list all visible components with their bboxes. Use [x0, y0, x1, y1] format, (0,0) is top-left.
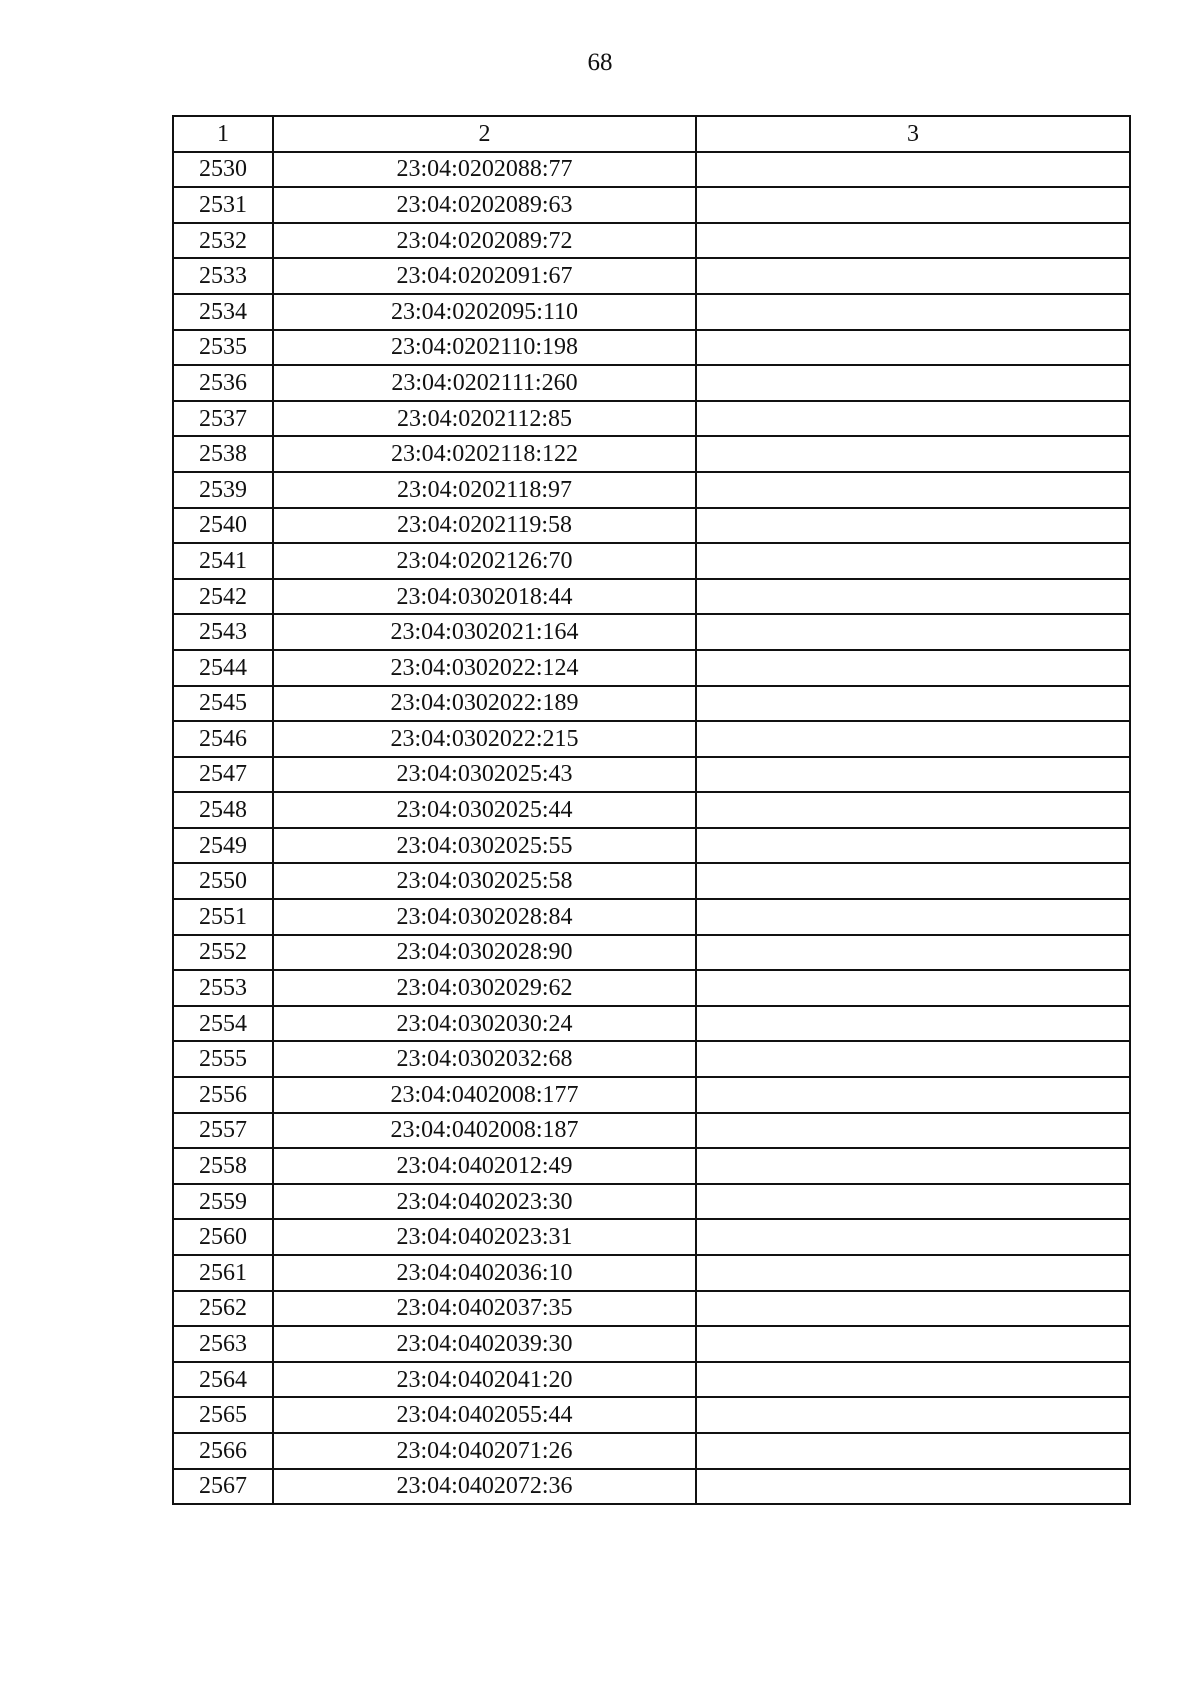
note-cell [696, 152, 1130, 188]
cadastral-number-cell: 23:04:0402008:187 [273, 1113, 696, 1149]
cadastral-number-cell: 23:04:0402055:44 [273, 1397, 696, 1433]
cadastral-number-cell: 23:04:0202088:77 [273, 152, 696, 188]
column-header-1: 1 [173, 116, 273, 152]
table-row [173, 792, 1130, 828]
cadastral-number-cell: 23:04:0402037:35 [273, 1291, 696, 1327]
table-row [173, 1148, 1130, 1184]
table-row [173, 1397, 1130, 1433]
note-cell [696, 294, 1130, 330]
cadastral-number-cell: 23:04:0402071:26 [273, 1433, 696, 1469]
row-number-cell: 2544 [173, 650, 273, 686]
row-number-cell: 2548 [173, 792, 273, 828]
table-row [173, 828, 1130, 864]
note-cell [696, 472, 1130, 508]
table-row [173, 1006, 1130, 1042]
table-row [173, 721, 1130, 757]
note-cell [696, 828, 1130, 864]
table-row [173, 1362, 1130, 1398]
note-cell [696, 1184, 1130, 1220]
cadastral-number-cell: 23:04:0202089:63 [273, 187, 696, 223]
cadastral-number-cell: 23:04:0302022:189 [273, 686, 696, 722]
row-number-cell: 2541 [173, 543, 273, 579]
row-number-cell: 2536 [173, 365, 273, 401]
row-number-cell: 2567 [173, 1469, 273, 1505]
cadastral-number-cell: 23:04:0202118:122 [273, 436, 696, 472]
cadastral-number-cell: 23:04:0302028:84 [273, 899, 696, 935]
cadastral-number-cell: 23:04:0302018:44 [273, 579, 696, 615]
note-cell [696, 863, 1130, 899]
table-row [173, 294, 1130, 330]
cadastral-number-cell: 23:04:0302030:24 [273, 1006, 696, 1042]
row-number-cell: 2530 [173, 152, 273, 188]
note-cell [696, 757, 1130, 793]
table-row [173, 1184, 1130, 1220]
note-cell [696, 1077, 1130, 1113]
row-number-cell: 2551 [173, 899, 273, 935]
cadastral-number-cell: 23:04:0402008:177 [273, 1077, 696, 1113]
cadastral-number-cell: 23:04:0202110:198 [273, 330, 696, 366]
cadastral-table [172, 115, 1131, 1505]
cadastral-number-cell: 23:04:0402072:36 [273, 1469, 696, 1505]
row-number-cell: 2533 [173, 258, 273, 294]
note-cell [696, 543, 1130, 579]
note-cell [696, 792, 1130, 828]
table-row [173, 223, 1130, 259]
cadastral-number-cell: 23:04:0402012:49 [273, 1148, 696, 1184]
table-row [173, 1469, 1130, 1505]
row-number-cell: 2553 [173, 970, 273, 1006]
cadastral-number-cell: 23:04:0202126:70 [273, 543, 696, 579]
note-cell [696, 223, 1130, 259]
note-cell [696, 970, 1130, 1006]
table-row [173, 970, 1130, 1006]
note-cell [696, 650, 1130, 686]
cadastral-number-cell: 23:04:0302021:164 [273, 614, 696, 650]
table-row [173, 152, 1130, 188]
table-row [173, 1041, 1130, 1077]
note-cell [696, 508, 1130, 544]
table-row [173, 899, 1130, 935]
table-row [173, 1433, 1130, 1469]
row-number-cell: 2559 [173, 1184, 273, 1220]
row-number-cell: 2566 [173, 1433, 273, 1469]
cadastral-number-cell: 23:04:0302032:68 [273, 1041, 696, 1077]
note-cell [696, 1006, 1130, 1042]
row-number-cell: 2560 [173, 1219, 273, 1255]
note-cell [696, 1219, 1130, 1255]
note-cell [696, 401, 1130, 437]
note-cell [696, 899, 1130, 935]
table-row [173, 614, 1130, 650]
row-number-cell: 2535 [173, 330, 273, 366]
cadastral-number-cell: 23:04:0402036:10 [273, 1255, 696, 1291]
table-body [173, 152, 1130, 1505]
row-number-cell: 2532 [173, 223, 273, 259]
table-row [173, 508, 1130, 544]
note-cell [696, 1255, 1130, 1291]
table-row [173, 1291, 1130, 1327]
note-cell [696, 579, 1130, 615]
cadastral-number-cell: 23:04:0302025:43 [273, 757, 696, 793]
row-number-cell: 2565 [173, 1397, 273, 1433]
column-header-2: 2 [273, 116, 696, 152]
table-row [173, 365, 1130, 401]
note-cell [696, 721, 1130, 757]
row-number-cell: 2557 [173, 1113, 273, 1149]
table-row [173, 935, 1130, 971]
cadastral-number-cell: 23:04:0402039:30 [273, 1326, 696, 1362]
cadastral-number-cell: 23:04:0302028:90 [273, 935, 696, 971]
table-row [173, 258, 1130, 294]
note-cell [696, 1113, 1130, 1149]
note-cell [696, 1397, 1130, 1433]
row-number-cell: 2561 [173, 1255, 273, 1291]
note-cell [696, 935, 1130, 971]
cadastral-number-cell: 23:04:0202119:58 [273, 508, 696, 544]
row-number-cell: 2555 [173, 1041, 273, 1077]
cadastral-number-cell: 23:04:0302025:44 [273, 792, 696, 828]
note-cell [696, 365, 1130, 401]
cadastral-number-cell: 23:04:0202112:85 [273, 401, 696, 437]
cadastral-number-cell: 23:04:0302022:215 [273, 721, 696, 757]
cadastral-number-cell: 23:04:0202111:260 [273, 365, 696, 401]
table-row [173, 1326, 1130, 1362]
table-row [173, 187, 1130, 223]
row-number-cell: 2545 [173, 686, 273, 722]
note-cell [696, 1326, 1130, 1362]
cadastral-number-cell: 23:04:0302025:58 [273, 863, 696, 899]
table-row [173, 1113, 1130, 1149]
row-number-cell: 2549 [173, 828, 273, 864]
row-number-cell: 2546 [173, 721, 273, 757]
row-number-cell: 2542 [173, 579, 273, 615]
table-row [173, 472, 1130, 508]
note-cell [696, 187, 1130, 223]
row-number-cell: 2537 [173, 401, 273, 437]
table-row [173, 1255, 1130, 1291]
cadastral-number-cell: 23:04:0202118:97 [273, 472, 696, 508]
cadastral-number-cell: 23:04:0202091:67 [273, 258, 696, 294]
table-row [173, 330, 1130, 366]
cadastral-number-cell: 23:04:0402023:30 [273, 1184, 696, 1220]
note-cell [696, 1433, 1130, 1469]
table-row [173, 1077, 1130, 1113]
note-cell [696, 1362, 1130, 1398]
table-row [173, 757, 1130, 793]
cadastral-number-cell: 23:04:0302029:62 [273, 970, 696, 1006]
cadastral-number-cell: 23:04:0302022:124 [273, 650, 696, 686]
row-number-cell: 2539 [173, 472, 273, 508]
row-number-cell: 2531 [173, 187, 273, 223]
table-row [173, 579, 1130, 615]
row-number-cell: 2538 [173, 436, 273, 472]
row-number-cell: 2556 [173, 1077, 273, 1113]
table-header-row [173, 116, 1130, 152]
row-number-cell: 2550 [173, 863, 273, 899]
table-row [173, 650, 1130, 686]
cadastral-number-cell: 23:04:0302025:55 [273, 828, 696, 864]
row-number-cell: 2563 [173, 1326, 273, 1362]
cadastral-number-cell: 23:04:0402023:31 [273, 1219, 696, 1255]
table-row [173, 543, 1130, 579]
table-row [173, 686, 1130, 722]
table-row [173, 1219, 1130, 1255]
note-cell [696, 258, 1130, 294]
row-number-cell: 2562 [173, 1291, 273, 1327]
row-number-cell: 2564 [173, 1362, 273, 1398]
note-cell [696, 1148, 1130, 1184]
note-cell [696, 436, 1130, 472]
note-cell [696, 1291, 1130, 1327]
note-cell [696, 1041, 1130, 1077]
row-number-cell: 2552 [173, 935, 273, 971]
row-number-cell: 2558 [173, 1148, 273, 1184]
table-row [173, 401, 1130, 437]
column-header-3: 3 [696, 116, 1130, 152]
cadastral-number-cell: 23:04:0202089:72 [273, 223, 696, 259]
page-number: 68 [587, 49, 613, 76]
note-cell [696, 330, 1130, 366]
cadastral-number-cell: 23:04:0202095:110 [273, 294, 696, 330]
row-number-cell: 2547 [173, 757, 273, 793]
note-cell [696, 1469, 1130, 1505]
cadastral-number-cell: 23:04:0402041:20 [273, 1362, 696, 1398]
row-number-cell: 2543 [173, 614, 273, 650]
row-number-cell: 2554 [173, 1006, 273, 1042]
table-row [173, 436, 1130, 472]
table-row [173, 863, 1130, 899]
note-cell [696, 614, 1130, 650]
note-cell [696, 686, 1130, 722]
row-number-cell: 2534 [173, 294, 273, 330]
row-number-cell: 2540 [173, 508, 273, 544]
